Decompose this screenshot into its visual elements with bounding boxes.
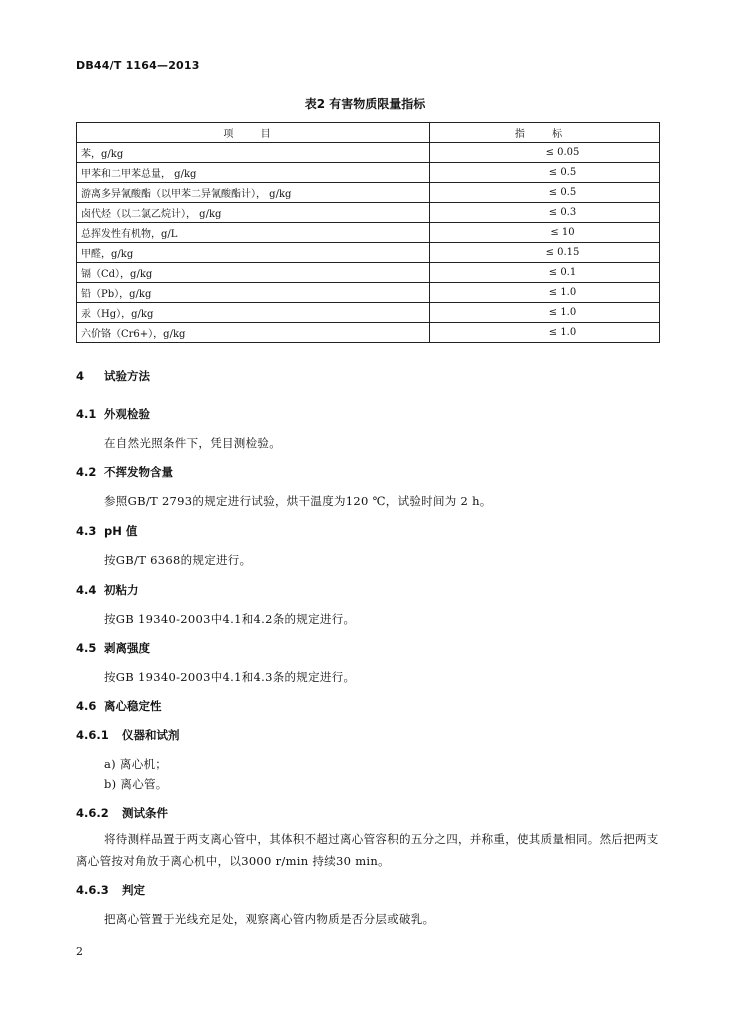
section-title: 离心稳定性 <box>104 699 162 713</box>
section-title: 测试条件 <box>122 806 168 820</box>
column-header-item: 项 目 <box>77 123 430 143</box>
table-title: 表2 有害物质限量指标 <box>304 97 426 111</box>
row-item: 汞（Hg），g/kg <box>77 303 430 323</box>
section-heading-4-6 <box>76 698 162 714</box>
section-number: 4.5 <box>76 641 97 655</box>
row-item: 铅（Pb），g/kg <box>77 283 430 303</box>
table-header-row <box>77 123 660 143</box>
row-value: ≤ 0.5 <box>430 183 660 203</box>
row-value: ≤ 1.0 <box>430 323 660 343</box>
paragraph-4-6-3: 把离心管置于光线充足处，观察离心管内物质是否分层或破乳。 <box>104 912 435 926</box>
section-number: 4.6.3 <box>76 883 109 897</box>
table-row <box>77 283 660 303</box>
limits-table <box>76 122 660 343</box>
section-title: 判定 <box>122 883 145 897</box>
row-value: ≤ 1.0 <box>430 303 660 323</box>
section-number: 4.1 <box>76 407 97 421</box>
row-item: 六价铬（Cr6+），g/kg <box>77 323 430 343</box>
section-heading-4 <box>76 368 150 384</box>
section-number: 4.6 <box>76 699 97 713</box>
table-row <box>77 183 660 203</box>
section-heading-4-2 <box>76 464 173 480</box>
section-title: pH 值 <box>104 524 138 538</box>
column-header-value: 指 标 <box>430 123 660 143</box>
row-value: ≤ 0.15 <box>430 243 660 263</box>
section-heading-4-6-3 <box>76 882 145 898</box>
table-row <box>77 303 660 323</box>
paragraph-4-6-2: 将待测样品置于两支离心管中，其体积不超过离心管容积的五分之四，并称重，使其质量相同。然后把两支离心管按对角放于离心机中，以3000 r/min 持续30 min。 <box>76 832 659 868</box>
section-number: 4.6.2 <box>76 806 109 820</box>
row-item: 苯，g/kg <box>77 143 430 163</box>
row-value: ≤ 0.1 <box>430 263 660 283</box>
section-heading-4-6-2 <box>76 805 168 821</box>
section-number: 4.4 <box>76 583 97 597</box>
section-number: 4.6.1 <box>76 728 109 742</box>
section-title: 外观检验 <box>104 407 150 421</box>
paragraph-4-5: 按GB 19340-2003中4.1和4.3条的规定进行。 <box>104 670 356 684</box>
section-title: 初粘力 <box>104 583 139 597</box>
table-row <box>77 163 660 183</box>
section-title: 试验方法 <box>104 369 150 383</box>
section-number: 4.2 <box>76 465 97 479</box>
row-item: 甲醛，g/kg <box>77 243 430 263</box>
table-row <box>77 323 660 343</box>
table-row <box>77 223 660 243</box>
paragraph-4-1: 在自然光照条件下，凭目测检验。 <box>104 436 281 450</box>
row-value: ≤ 0.5 <box>430 163 660 183</box>
section-title: 仪器和试剂 <box>122 728 180 742</box>
row-item: 卤代烃（以二氯乙烷计）， g/kg <box>77 203 430 223</box>
section-title: 剥离强度 <box>104 641 150 655</box>
section-heading-4-6-1 <box>76 727 180 743</box>
section-heading-4-3 <box>76 523 137 539</box>
section-heading-4-5 <box>76 640 150 656</box>
section-heading-4-1 <box>76 406 150 422</box>
section-heading-4-4 <box>76 582 139 598</box>
row-item: 总挥发性有机物，g/L <box>77 223 430 243</box>
list-item-b: b) 离心管。 <box>104 777 168 791</box>
paragraph-4-3: 按GB/T 6368的规定进行。 <box>104 553 252 567</box>
row-value: ≤ 1.0 <box>430 283 660 303</box>
row-value: ≤ 0.05 <box>430 143 660 163</box>
row-item: 镉（Cd），g/kg <box>77 263 430 283</box>
list-item-a: a) 离心机； <box>104 757 168 771</box>
paragraph-4-4: 按GB 19340-2003中4.1和4.2条的规定进行。 <box>104 612 356 626</box>
row-value: ≤ 10 <box>430 223 660 243</box>
row-value: ≤ 0.3 <box>430 203 660 223</box>
section-title: 不挥发物含量 <box>104 465 173 479</box>
row-item: 甲苯和二甲苯总量， g/kg <box>77 163 430 183</box>
section-number: 4 <box>76 369 85 383</box>
paragraph-4-2: 参照GB/T 2793的规定进行试验，烘干温度为120 ℃，试验时间为 2 h。 <box>104 494 492 508</box>
table-row <box>77 203 660 223</box>
table-row <box>77 263 660 283</box>
table-row <box>77 143 660 163</box>
section-number: 4.3 <box>76 524 97 538</box>
row-item: 游离多异氰酸酯（以甲苯二异氰酸酯计）， g/kg <box>77 183 430 203</box>
page-number: 2 <box>76 945 83 958</box>
standard-code: DB44/T 1164—2013 <box>76 59 200 72</box>
table-row <box>77 243 660 263</box>
